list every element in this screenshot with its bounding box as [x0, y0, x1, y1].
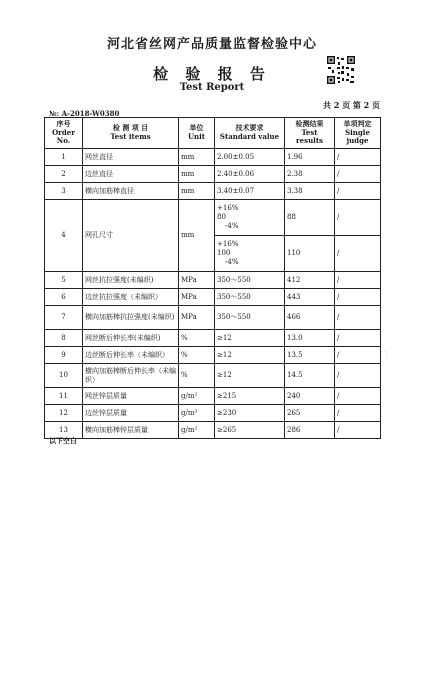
- qr-code-icon: [326, 55, 356, 85]
- row-item: 边丝直径: [83, 166, 179, 183]
- row-unit: mm: [179, 166, 215, 183]
- row-standard: ≥12: [215, 330, 285, 347]
- row-number: 7: [45, 306, 83, 330]
- row-judge: /: [335, 272, 381, 289]
- nominal-value: 80: [217, 213, 226, 222]
- table-row: [45, 166, 381, 183]
- row-item: 边丝断后伸长率（未编织）: [83, 347, 179, 364]
- row-standard: ≥265: [215, 422, 285, 439]
- aperture-standard-2: [215, 235, 284, 271]
- end-note: 以下空白: [49, 436, 77, 445]
- row-result: 412: [285, 272, 335, 289]
- row-number: 13: [45, 422, 83, 439]
- row-item: 网丝抗拉强度(未编织): [83, 272, 179, 289]
- row-number: 8: [45, 330, 83, 347]
- aperture-result-1: 88: [287, 213, 296, 222]
- row-standard: 350～550: [215, 289, 285, 306]
- row-judge: /: [335, 330, 381, 347]
- table-row: [45, 388, 381, 405]
- row-standard: 2.40±0.06: [215, 166, 285, 183]
- row-number: 12: [45, 405, 83, 422]
- row-result: 1.96: [285, 149, 335, 166]
- row-result: 13.0: [285, 330, 335, 347]
- row-item: 边丝锌层质量: [83, 405, 179, 422]
- tolerance-minus: -4%: [225, 257, 239, 266]
- row-result: 443: [285, 289, 335, 306]
- row-number: 10: [45, 364, 83, 388]
- row-number: 6: [45, 289, 83, 306]
- row-unit: g/m²: [179, 388, 215, 405]
- row-item: 网丝断后伸长率(未编织): [83, 330, 179, 347]
- row-unit: g/m²: [179, 422, 215, 439]
- page-indicator: 共 2 页 第 2 页: [322, 100, 380, 110]
- row-number: 5: [45, 272, 83, 289]
- header-standard: 技术要求 Standard value: [215, 118, 285, 149]
- tolerance-plus: +16%: [217, 240, 239, 249]
- row-standard: 3.40±0.07: [215, 183, 285, 200]
- row-judge: /: [335, 422, 381, 439]
- row-item: 横向加筋棒抗拉强度(未编织): [83, 306, 179, 330]
- row-unit: g/m²: [179, 405, 215, 422]
- table-row: [45, 149, 381, 166]
- row-unit: %: [179, 347, 215, 364]
- row-standard: 350～550: [215, 272, 285, 289]
- row-item: 边丝抗拉强度（未编织）: [83, 289, 179, 306]
- test-results-table: [44, 117, 381, 439]
- row-judge: /: [335, 289, 381, 306]
- row-number: 2: [45, 166, 83, 183]
- row-item: 网丝直径: [83, 149, 179, 166]
- table-row: [45, 364, 381, 388]
- header-unit: 单位 Unit: [179, 118, 215, 149]
- row-judge: [335, 200, 381, 272]
- aperture-judge-2: /: [335, 235, 380, 271]
- row-unit: mm: [179, 200, 215, 272]
- row-standard: 2.00±0.05: [215, 149, 285, 166]
- nominal-value: 100: [217, 249, 231, 258]
- table-row: [45, 272, 381, 289]
- header-order: 序号 Order No.: [45, 118, 83, 149]
- table-row: [45, 289, 381, 306]
- row-result: 3.38: [285, 183, 335, 200]
- row-judge: /: [335, 166, 381, 183]
- report-number: №: A-2018-W0380: [49, 109, 120, 118]
- row-judge: /: [335, 364, 381, 388]
- row-number: 4: [45, 200, 83, 272]
- row-unit: MPa: [179, 272, 215, 289]
- row-result: 14.5: [285, 364, 335, 388]
- row-result: 13.5: [285, 347, 335, 364]
- row-judge: /: [335, 306, 381, 330]
- row-unit: %: [179, 330, 215, 347]
- row-judge: /: [335, 183, 381, 200]
- row-judge: /: [335, 405, 381, 422]
- header-items: 检 测 项 目 Test items: [83, 118, 179, 149]
- row-result: [285, 200, 335, 272]
- table-row: [45, 405, 381, 422]
- report-title-cn: 检 验 报 告: [153, 65, 271, 83]
- row-unit: mm: [179, 149, 215, 166]
- table-header-row: [45, 118, 381, 149]
- report-title-en: Test Report: [179, 82, 245, 93]
- row-item: 网丝锌层质量: [83, 388, 179, 405]
- tolerance-plus: +16%: [217, 204, 239, 213]
- aperture-judge-1: /: [337, 213, 340, 222]
- tolerance-minus: -4%: [225, 221, 239, 230]
- row-judge: /: [335, 347, 381, 364]
- table-row: [45, 183, 381, 200]
- row-standard: ≥230: [215, 405, 285, 422]
- row-judge: /: [335, 149, 381, 166]
- table-row-aperture: [45, 200, 381, 272]
- table-row: [45, 306, 381, 330]
- row-standard: [215, 200, 285, 272]
- row-result: 466: [285, 306, 335, 330]
- row-standard: ≥12: [215, 347, 285, 364]
- header-results: 检测结果 Test results: [285, 118, 335, 149]
- aperture-standard-1: [215, 200, 284, 235]
- row-number: 11: [45, 388, 83, 405]
- row-standard: 350～550: [215, 306, 285, 330]
- row-item: 横向加筋棒直径: [83, 183, 179, 200]
- faint-stamp-mark: · · ·: [381, 350, 391, 361]
- aperture-result-2: 110: [285, 235, 334, 271]
- header-judge: 单项判定 Single judge: [335, 118, 381, 149]
- row-number: 3: [45, 183, 83, 200]
- row-standard: ≥12: [215, 364, 285, 388]
- row-number: 9: [45, 347, 83, 364]
- row-unit: %: [179, 364, 215, 388]
- row-item: 横向加筋棒断后伸长率（未编织）: [83, 364, 179, 388]
- row-unit: MPa: [179, 289, 215, 306]
- row-result: 265: [285, 405, 335, 422]
- row-unit: MPa: [179, 306, 215, 330]
- row-result: 2.38: [285, 166, 335, 183]
- row-item: 横向加筋棒锌层质量: [83, 422, 179, 439]
- row-standard: ≥215: [215, 388, 285, 405]
- row-result: 286: [285, 422, 335, 439]
- row-result: 240: [285, 388, 335, 405]
- table-row: [45, 422, 381, 439]
- row-number: 1: [45, 149, 83, 166]
- row-judge: /: [335, 388, 381, 405]
- organization-name: 河北省丝网产品质量监督检验中心: [106, 37, 317, 52]
- row-unit: mm: [179, 183, 215, 200]
- table-row: [45, 347, 381, 364]
- row-item: 网孔尺寸: [83, 200, 179, 272]
- table-row: [45, 330, 381, 347]
